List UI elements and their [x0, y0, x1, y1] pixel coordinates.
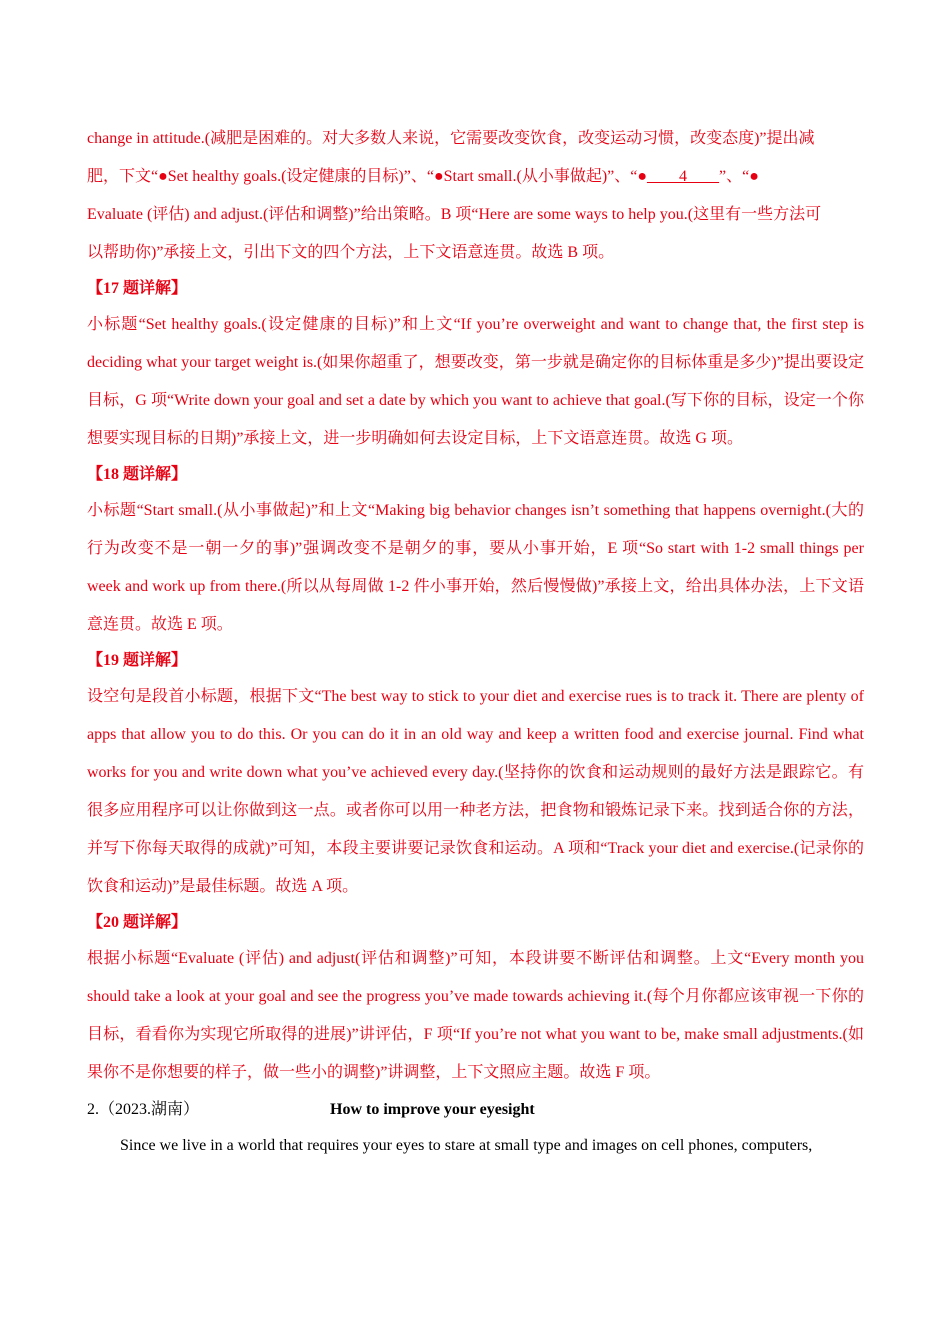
explanation-text-17: 小标题“Set healthy goals.(设定健康的目标)”和上文“If you’re overweight and want to change that, the first step is deciding what your target weight is.(如果你超重了，想要改变，第一步就是确定你的目标体重是多少)”提出要设定目标，G 项“Write down your goal and set a date by which you want to achieve that goal.(写下你的目标，设定一个你想要实现目标的日期)”承接上文，进一步明确如何去设定目标，上下文语意连贯。故选 G 项。: [87, 316, 864, 447]
line: 肥，下文“●Set healthy goals.(设定健康的目标)”、“●Start small.(从小事做起)”、“●: [87, 168, 648, 185]
answer-blank: ____4____: [647, 168, 720, 185]
passage-first-line: Since we live in a world that requires your eyes to stare at small type and images on cell phones, computers,: [120, 1137, 813, 1154]
explanation-heading-19: 【19 题详解】: [87, 652, 188, 669]
line: change in attitude.(减肥是困难的。对大多数人来说，它需要改变饮食，改变运动习惯，改变态度)”提出减: [87, 130, 815, 147]
explanation-text-20: 根据小标题“Evaluate (评估) and adjust(评估和调整)”可知，本段讲要不断评估和调整。上文“Every month you should take a look at your goal and see the progress you’ve made towards achieving it.(每个月你都应该审视一下你的目标，看看你为实现它所取得的进展)”讲评估，F 项“If you’re not what you want to be, make small adjustments.(如果你不是你想要的样子，做一些小的调整)”讲调整，上下文照应主题。故选 F 项。: [87, 950, 864, 1081]
explanation-heading-20: 【20 题详解】: [87, 914, 188, 931]
line: Evaluate (评估) and adjust.(评估和调整)”给出策略。B 项“Here are some ways to help you.(这里有一些方法可: [87, 206, 822, 223]
answer-explanations: [87, 120, 864, 1164]
explanation-text-18: 小标题“Start small.(从小事做起)”和上文“Making big behavior changes isn’t something that happens overnight.(大的行为改变不是一朝一夕的事)”强调改变不是朝夕的事，要从小事开始，E 项“So start with 1-2 small things per week and work up from there.(所以从每周做 1-2 件小事开始，然后慢慢做)”承接上文，给出具体办法，上下文语意连贯。故选 E 项。: [87, 502, 864, 633]
line-tail: ”、“●: [719, 168, 759, 185]
explanation-heading-17: 【17 题详解】: [87, 280, 188, 297]
explanation-heading-18: 【18 题详解】: [87, 466, 188, 483]
question-2-header: [87, 1092, 864, 1128]
explanation-text-19: 设空句是段首小标题，根据下文“The best way to stick to your diet and exercise rues is to track it. There are plenty of apps that allow you to do this. Or you can do it in an old way and keep a written food and exercise journal. Find what works for you and write down what you’ve achieved every day.(坚持你的饮食和运动规则的最好方法是跟踪它。有很多应用程序可以让你做到这一点。或者你可以用一种老方法，把食物和锻炼记录下来。找到适合你的方法，并写下你每天取得的成就)”可知，本段主要讲要记录饮食和运动。A 项和“Track your diet and exercise.(记录你的饮食和运动)”是最佳标题。故选 A 项。: [87, 688, 864, 895]
explanation-16-continued: [87, 120, 864, 272]
question-number: 2.（2023.湖南）: [87, 1101, 200, 1118]
passage-title: How to improve your eyesight: [330, 1101, 535, 1118]
line: 以帮助你)”承接上文，引出下文的四个方法，上下文语意连贯。故选 B 项。: [87, 244, 615, 261]
